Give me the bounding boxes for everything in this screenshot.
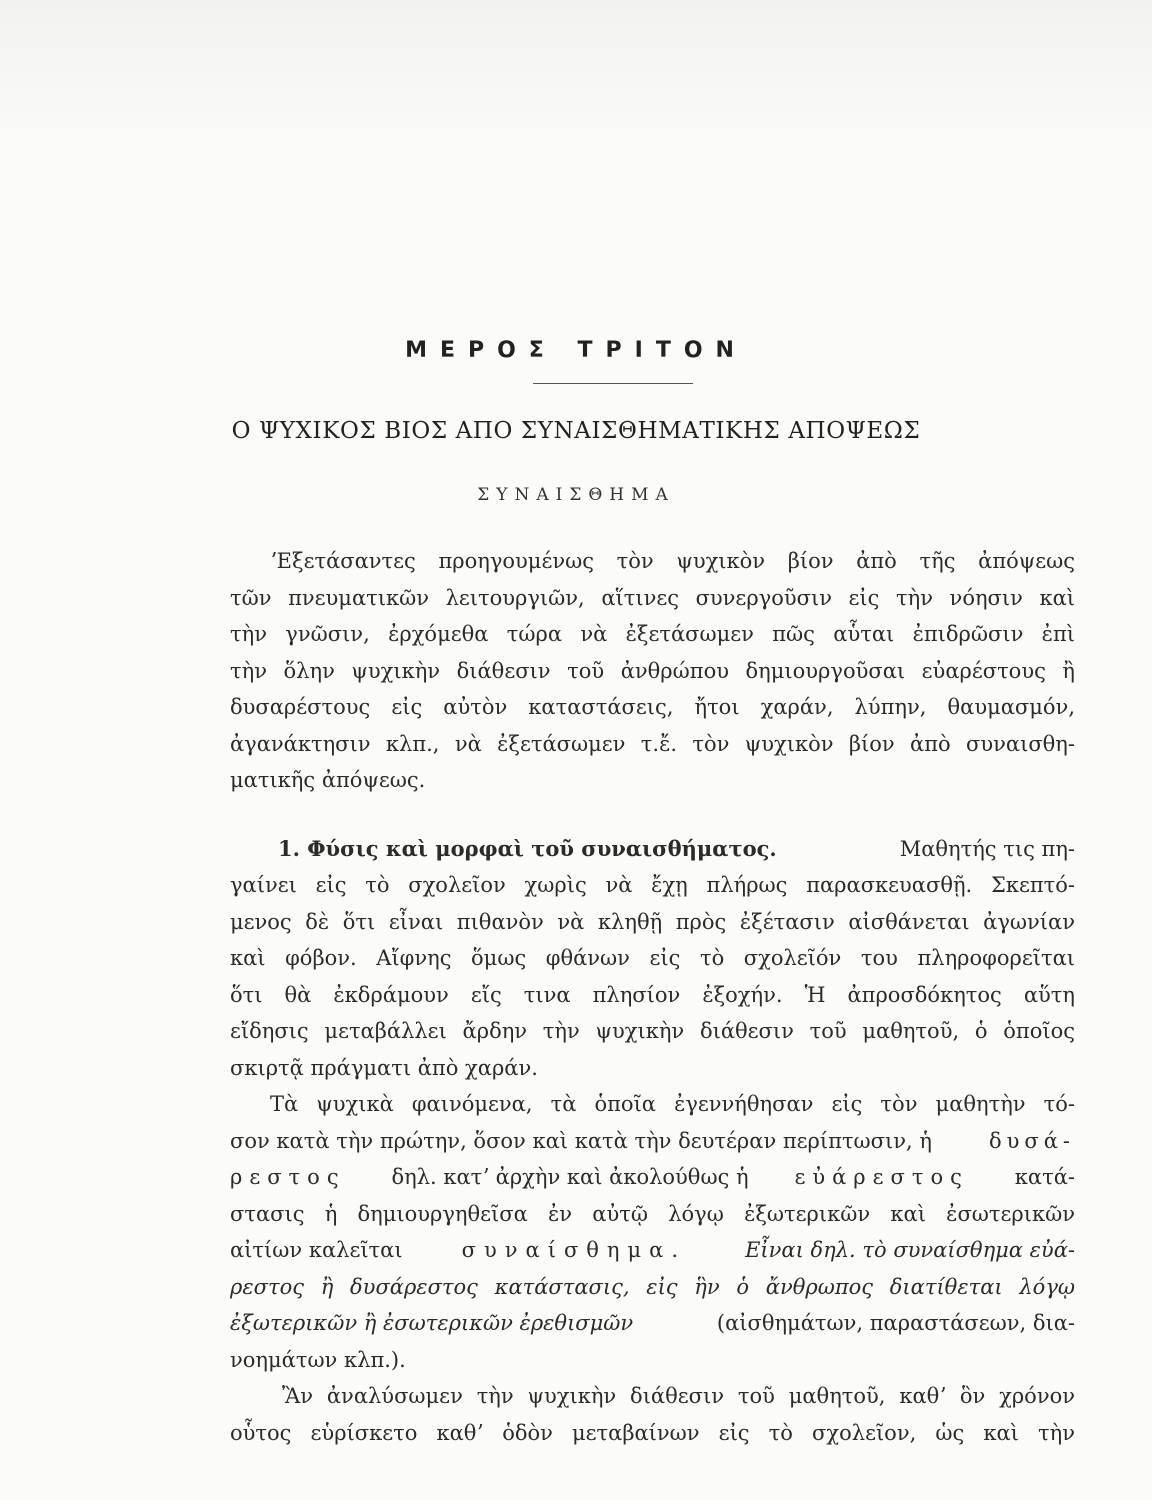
text-line <box>230 1159 1075 1196</box>
italic-definition: ἐξωτερικῶν ἢ ἐσωτερικῶν ἐρεθισμῶν <box>230 1311 634 1335</box>
text-line: Ἂν ἀναλύσωμεν τὴν ψυχικὴν διάθεσιν τοῦ μαθητοῦ, καθʼ ὃν χρόνον <box>282 1384 1075 1408</box>
text-segment: σον κατὰ τὴν πρώτην, ὅσον καὶ κατὰ τὴν δευτέραν περίπτωσιν, ἡ <box>230 1128 932 1153</box>
text-line: εἴδησις μεταβάλλει ἄρδην τὴν ψυχικὴν διάθεσιν τοῦ μαθητοῦ, ὁ ὁποῖος <box>230 1019 1075 1043</box>
text-line: ἀγανάκτησιν κλπ., νὰ ἐξετάσωμεν τ.ἔ. τὸν ψυχικὸν βίον ἀπὸ συναισθη- <box>230 731 1075 756</box>
paragraph-gap <box>230 799 1075 831</box>
text-line: μενος δὲ ὅτι εἶναι πιθανὸν νὰ κληθῇ πρὸς ἐξέτασιν αἰσθάνεται ἀγωνίαν <box>230 909 1075 934</box>
text-line: δυσαρέστους εἰς αὐτὸν καταστάσεις, ἤτοι χαράν, λύπην, θαυμασμόν, <box>230 695 1075 719</box>
text-segment: δηλ. κατʼ ἀρχὴν καὶ ἀκολούθως ἡ <box>391 1165 749 1189</box>
analysis-paragraph <box>230 1378 1075 1451</box>
text-line: ʼΕξετάσαντες προηγουμένως τὸν ψυχικὸν βίον ἀπὸ τῆς ἀπόψεως <box>270 549 1075 573</box>
text-segment: κατά- <box>1014 1165 1075 1189</box>
text-line: τὴν ὅλην ψυχικὴν διάθεσιν τοῦ ἀνθρώπου δημιουργοῦσαι εὐαρέστους ἢ <box>230 658 1075 683</box>
text-line <box>230 1305 1075 1342</box>
section-title: ΣΥΝΑΙΣΘΗΜΑ <box>477 485 675 505</box>
spaced-term: εὐάρεστος <box>794 1165 969 1189</box>
text-line: οὗτος εὑρίσκετο καθʼ ὁδὸν μεταβαίνων εἰς τὸ σχολεῖον, ὡς καὶ τὴν <box>230 1420 1075 1445</box>
subsection-number: 1. <box>278 835 300 861</box>
part-title: ΜΕΡΟΣ ΤΡΙΤΟΝ <box>405 338 747 363</box>
body-text <box>230 543 1075 1451</box>
chapter-title: Ο ΨΥΧΙΚΟΣ ΒΙΟΣ ΑΠΟ ΣΥΝΑΙΣΘΗΜΑΤΙΚΗΣ ΑΠΟΨΕΩΣ <box>231 418 921 444</box>
spaced-term: συναίσθημα. <box>461 1238 687 1262</box>
subsection-first-line <box>230 831 1075 868</box>
subsection-paragraph <box>230 831 1075 1087</box>
text-line <box>230 1123 1075 1160</box>
text-line: γαίνει εἰς τὸ σχολεῖον χωρὶς νὰ ἔχῃ πλήρως παρασκευασθῇ. Σκεπτό- <box>230 873 1075 897</box>
text-line: νοημάτων κλπ.). <box>230 1347 406 1372</box>
spaced-term: ρεστος <box>230 1165 346 1189</box>
intro-paragraph <box>230 543 1075 799</box>
title-rule <box>533 383 693 384</box>
text-line: στασις ἡ δημιουργηθεῖσα ἐν αὐτῷ λόγῳ ἐξωτερικῶν καὶ ἐσωτερικῶν <box>230 1201 1075 1226</box>
subsection-heading-text: Φύσις καὶ μορφαὶ τοῦ συναισθήματος. <box>307 835 777 861</box>
text-line: καὶ φόβον. Αἴφνης ὅμως φθάνων εἰς τὸ σχολεῖόν του πληροφορεῖται <box>230 946 1075 970</box>
subsection-heading <box>278 831 777 868</box>
text-line <box>230 1232 1075 1269</box>
text-line: τῶν πνευματικῶν λειτουργιῶν, αἵτινες συνεργοῦσιν εἰς τὴν νόησιν καὶ <box>230 585 1075 610</box>
definition-paragraph <box>230 1086 1075 1378</box>
text-segment: (αἰσθημάτων, παραστάσεων, δια- <box>716 1311 1075 1335</box>
italic-definition: ρεστος ἢ δυσάρεστος κατάστασις, εἰς ἣν ὁ ἄνθρωπος διατίθεται λόγῳ <box>230 1274 1075 1299</box>
italic-definition: Εἶναι δηλ. τὸ συναίσθημα εὐά- <box>745 1238 1075 1262</box>
spaced-term: δυσά- <box>988 1128 1075 1153</box>
text-line: Μαθητής τις πη- <box>899 836 1075 861</box>
scan-shadow <box>0 0 1152 150</box>
text-line: τὴν γνῶσιν, ἐρχόμεθα τώρα νὰ ἐξετάσωμεν πῶς αὗται ἐπιδρῶσιν ἐπὶ <box>230 622 1075 646</box>
text-segment: αἰτίων καλεῖται <box>230 1238 403 1262</box>
text-line: ματικῆς ἀπόψεως. <box>230 768 426 792</box>
text-line: ὅτι θὰ ἐκδράμουν εἴς τινα πλησίον ἐξοχήν. Ἡ ἀπροσδόκητος αὕτη <box>230 982 1075 1007</box>
text-line: Τὰ ψυχικὰ φαινόμενα, τὰ ὁποῖα ἐγεννήθησαν εἰς τὸν μαθητὴν τό- <box>270 1092 1075 1116</box>
text-line: σκιρτᾷ πράγματι ἀπὸ χαράν. <box>230 1055 538 1080</box>
